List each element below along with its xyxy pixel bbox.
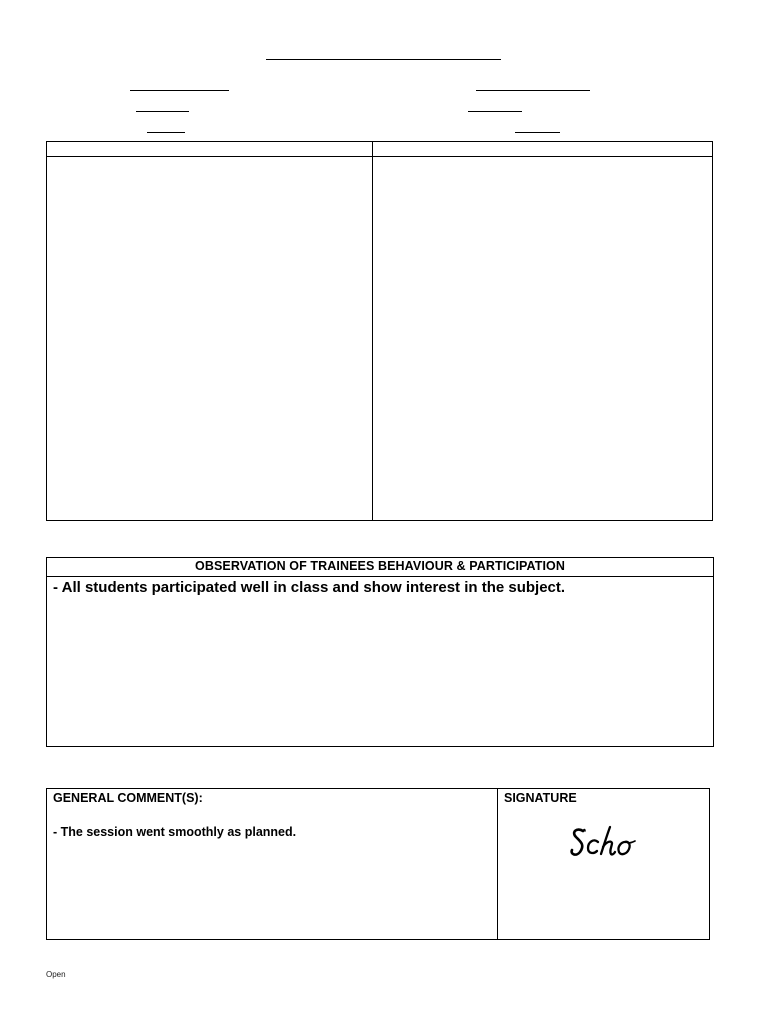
lesson-table-header-row <box>47 142 712 157</box>
handwritten-signature <box>569 823 649 863</box>
comments-section <box>46 788 710 940</box>
form-title-line <box>266 59 501 60</box>
right-field-line-3 <box>515 132 560 133</box>
observation-section <box>46 557 714 747</box>
right-field-line-1 <box>476 90 590 91</box>
left-field-line-2 <box>136 111 189 112</box>
signature-divider <box>497 789 498 939</box>
right-field-line-2 <box>468 111 522 112</box>
left-field-line-3 <box>147 132 185 133</box>
left-field-line-1 <box>130 90 229 91</box>
observation-text: - All students participated well in class and show interest in the subject. <box>53 579 566 596</box>
observation-title: OBSERVATION OF TRAINEES BEHAVIOUR & PARTICIPATION <box>47 558 713 577</box>
general-comments-text: - The session went smoothly as planned. <box>53 825 297 839</box>
signature-label: SIGNATURE <box>504 791 577 805</box>
footer-label: Open <box>46 970 66 979</box>
lesson-table <box>46 141 713 521</box>
lesson-table-column-divider <box>372 142 373 520</box>
general-comments-label: GENERAL COMMENT(S): <box>53 791 203 805</box>
